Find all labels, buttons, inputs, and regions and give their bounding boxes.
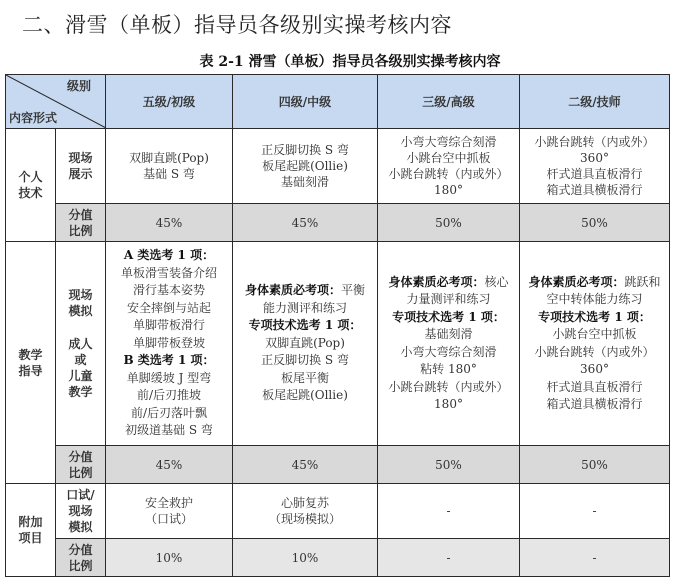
additional-content-row	[6, 484, 670, 539]
additional-score-row	[6, 539, 670, 577]
score-label: 分值 比例	[56, 204, 106, 242]
teaching-score-level5: 45%	[106, 446, 233, 484]
additional-score-level5: 10%	[106, 539, 233, 577]
personal-score-level5: 45%	[106, 204, 233, 242]
additional-score-level3: -	[378, 539, 520, 577]
corner-level-label: 级别	[66, 79, 91, 93]
corner-header-cell	[6, 75, 106, 129]
score-label: 分值 比例	[56, 446, 106, 484]
corner-form-label: 内容形式	[9, 111, 58, 125]
additional-score-level2: -	[520, 539, 670, 577]
personal-content-row	[6, 129, 670, 204]
personal-score-level4: 45%	[233, 204, 378, 242]
additional-cell-level5: 安全救护 （口试）	[106, 484, 233, 539]
level-header-2: 二级/技师	[520, 75, 670, 129]
personal-score-level2: 50%	[520, 204, 670, 242]
personal-score-row	[6, 204, 670, 242]
form-simulated-teaching: 现场 模拟 成人 或 儿童 教学	[56, 242, 106, 446]
teaching-score-level4: 45%	[233, 446, 378, 484]
table-caption: 表 2-1 滑雪（单板）指导员各级别实操考核内容	[199, 54, 501, 70]
teaching-cell-level2: 身体素质必考项：跳跃和 空中转体能力练习 专项技术选考 1 项： 小跳台空中抓板 小跳台跳转（内或外） 360° 杆式道具直板滑行 箱式道具横板滑行	[520, 242, 670, 446]
additional-cell-level3: -	[378, 484, 520, 539]
teaching-cell-level3: 身体素质必考项：核心 力量测评和练习 专项技术选考 1 项： 基础刻滑 小弯大弯综合刻滑 粘转 180° 小跳台跳转（内或外） 180°	[378, 242, 520, 446]
personal-score-level3: 50%	[378, 204, 520, 242]
additional-cell-level2: -	[520, 484, 670, 539]
teaching-score-row	[6, 446, 670, 484]
teaching-content-row	[6, 242, 670, 446]
level-header-4: 四级/中级	[233, 75, 378, 129]
header-row	[6, 75, 670, 129]
teaching-cell-level5: A 类选考 1 项： 单板滑雪装备介绍 滑行基本姿势 安全摔倒与站起 单脚带板滑行 单脚带板登坡 B 类选考 1 项： 单脚缓坡 J 型弯 前/后刃推坡 前/后刃落叶飘 初级道基础 S 弯	[106, 242, 233, 446]
score-label: 分值 比例	[56, 539, 106, 577]
personal-cell-level2: 小跳台跳转（内或外） 360° 杆式道具直板滑行 箱式道具横板滑行	[520, 129, 670, 204]
teaching-score-level3: 50%	[378, 446, 520, 484]
teaching-score-level2: 50%	[520, 446, 670, 484]
additional-cell-level4: 心肺复苏 （现场模拟）	[233, 484, 378, 539]
form-oral-or-simulated: 口试/ 现场 模拟	[56, 484, 106, 539]
category-teaching-guidance: 教学 指导	[6, 242, 56, 484]
level-header-5: 五级/初级	[106, 75, 233, 129]
additional-score-level4: 10%	[233, 539, 378, 577]
teaching-cell-level4: 身体素质必考项：平衡 能力测评和练习 专项技术选考 1 项： 双脚直跳(Pop) 正反脚切换 S 弯 板尾平衡 板尾起跳(Ollie)	[233, 242, 378, 446]
level-header-3: 三级/高级	[378, 75, 520, 129]
personal-cell-level4: 正反脚切换 S 弯 板尾起跳(Ollie) 基础刻滑	[233, 129, 378, 204]
personal-cell-level5: 双脚直跳(Pop) 基础 S 弯	[106, 129, 233, 204]
section-title: 二、滑雪（单板）指导员各级别实操考核内容	[22, 13, 452, 37]
category-additional-items: 附加 项目	[6, 484, 56, 577]
personal-cell-level3: 小弯大弯综合刻滑 小跳台空中抓板 小跳台跳转（内或外） 180°	[378, 129, 520, 204]
category-personal-skill: 个人 技术	[6, 129, 56, 242]
assessment-table	[5, 74, 670, 577]
form-onsite-demo: 现场 展示	[56, 129, 106, 204]
